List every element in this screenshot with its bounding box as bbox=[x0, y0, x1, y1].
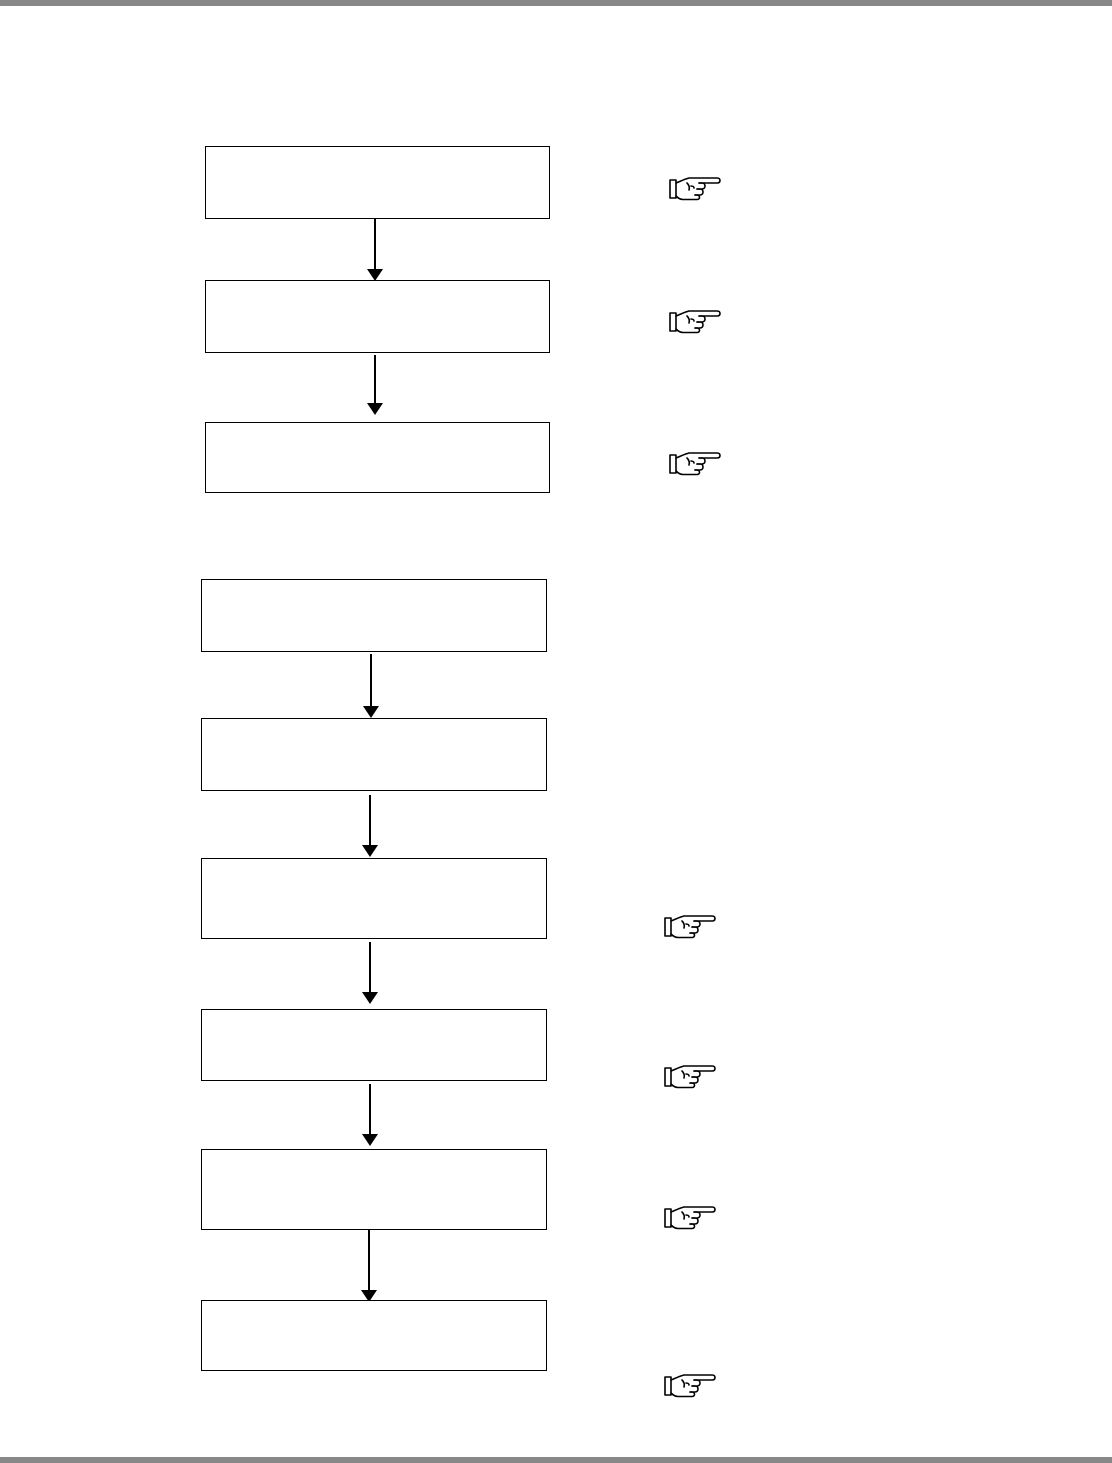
flow-top-step-3 bbox=[205, 422, 550, 493]
bottom-rule bbox=[0, 1457, 1112, 1463]
flow-bottom-step-3 bbox=[201, 858, 547, 939]
pointing-hand-icon bbox=[664, 1062, 716, 1090]
flow-arrow bbox=[362, 795, 378, 857]
flow-bottom-step-1 bbox=[201, 579, 547, 652]
pointing-hand-icon bbox=[669, 449, 721, 477]
flow-bottom-step-4 bbox=[201, 1009, 547, 1081]
flow-arrow bbox=[361, 1230, 377, 1302]
flow-bottom-step-2 bbox=[201, 718, 547, 791]
flow-arrow bbox=[362, 1084, 378, 1146]
pointing-hand-icon bbox=[664, 912, 716, 940]
flow-bottom-step-5 bbox=[201, 1149, 547, 1230]
flow-arrow bbox=[367, 219, 383, 281]
pointing-hand-icon bbox=[669, 174, 721, 202]
flow-arrow bbox=[367, 355, 383, 415]
flow-arrow bbox=[363, 654, 379, 718]
flow-bottom-step-6 bbox=[201, 1300, 547, 1371]
pointing-hand-icon bbox=[664, 1371, 716, 1399]
flow-top-step-1 bbox=[205, 146, 550, 219]
top-rule bbox=[0, 0, 1112, 6]
pointing-hand-icon bbox=[669, 307, 721, 335]
flow-arrow bbox=[362, 942, 378, 1004]
pointing-hand-icon bbox=[664, 1203, 716, 1231]
flow-top-step-2 bbox=[205, 280, 550, 353]
